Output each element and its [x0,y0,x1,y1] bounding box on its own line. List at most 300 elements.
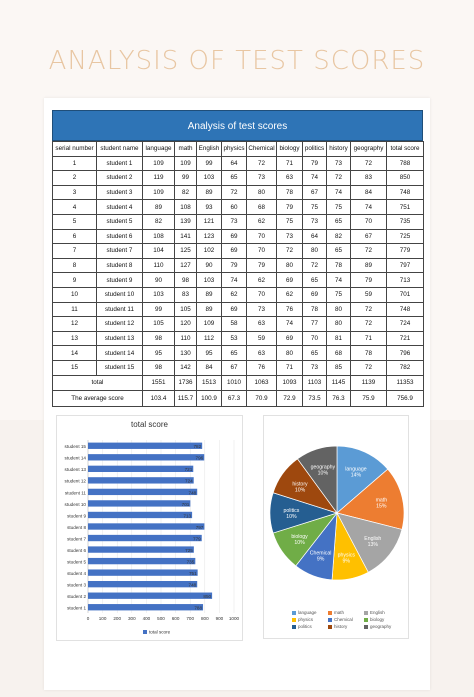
table-row [53,331,424,346]
table-cell: 65 [222,346,247,361]
table-cell: student 1 [97,156,143,171]
table-cell: 60 [222,200,247,215]
table-cell: 90 [143,273,175,288]
table-cell: 59 [247,331,277,346]
table-cell: 74 [327,273,351,288]
legend-label: total score [149,629,171,635]
table-cell: 103.4 [143,391,175,407]
table-cell: 724 [387,317,424,332]
table-cell: 109 [143,185,175,200]
table-cell: 9 [53,273,97,288]
table-cell: 14 [53,346,97,361]
data-label: 748 [188,490,197,496]
table-cell: 83 [351,171,387,186]
column-header: total score [387,142,424,157]
table-cell: 748 [387,302,424,317]
data-label: 796 [195,455,204,461]
table-cell: 3 [53,185,97,200]
bar [88,489,197,495]
table-cell: 62 [247,273,277,288]
table-cell: 70 [247,244,277,259]
column-header: history [327,142,351,157]
table-cell: 109 [197,317,222,332]
table-cell: student 2 [97,171,143,186]
data-label: 850 [203,594,212,600]
table-cell: 73 [247,302,277,317]
slice-name-label: biology [291,533,308,540]
table-cell: 127 [175,258,197,273]
table-cell: 58 [222,317,247,332]
page-title: ANALYSIS OF TEST SCORES [48,46,426,76]
table-cell: 13 [53,331,97,346]
table-cell: 74 [351,200,387,215]
table-cell: 2 [53,171,97,186]
bar [88,454,204,460]
table-cell: student 12 [97,317,143,332]
table-cell: 89 [197,185,222,200]
table-cell: 8 [53,258,97,273]
table-cell: 81 [327,331,351,346]
legend-label: politics [298,624,312,629]
table-cell: 121 [197,214,222,229]
table-cell: 77 [303,317,327,332]
column-header: English [197,142,222,157]
table-cell: 89 [197,302,222,317]
table-cell: 67 [303,185,327,200]
bar [88,500,190,506]
bar [88,523,204,529]
table-cell: student 9 [97,273,143,288]
table-cell: 71 [277,360,303,375]
bar [88,581,197,587]
table-cell: 782 [387,360,424,375]
table-cell: 98 [175,273,197,288]
category-label: student 3 [67,582,86,588]
table-cell: 748 [387,185,424,200]
table-cell: 89 [351,258,387,273]
table-row [53,360,424,375]
data-label: 735 [186,559,195,565]
table-cell: 65 [327,244,351,259]
table-cell: 735 [387,214,424,229]
table-row [53,185,424,200]
table-cell: 70 [303,331,327,346]
table-cell: 75 [277,214,303,229]
table-cell: 65 [327,214,351,229]
bar [88,477,194,483]
legend-swatch [364,618,368,622]
table-cell: student 11 [97,302,143,317]
table-cell: 78 [327,258,351,273]
table-cell: 72 [351,244,387,259]
table-cell: 73 [222,214,247,229]
table-cell: 141 [175,229,197,244]
bar [88,593,212,599]
bar-chart-panel [56,415,243,641]
table-cell: 73 [303,360,327,375]
table-cell: 72 [222,185,247,200]
table-cell: 11353 [387,375,424,391]
table-cell: 72 [351,302,387,317]
category-label: student 9 [67,513,86,519]
table-cell: 80 [303,244,327,259]
table-cell: 83 [175,287,197,302]
x-tick-label: 1000 [228,616,240,621]
legend-swatch [292,618,296,622]
table-cell: 69 [303,287,327,302]
legend-item [292,610,328,615]
slice-name-label: English [364,536,382,543]
table-cell: 74 [327,185,351,200]
table-cell: 99 [175,171,197,186]
table-cell: 65 [303,346,327,361]
category-label: student 2 [67,594,86,600]
data-label: 751 [188,571,197,577]
category-label: student 15 [64,444,86,450]
table-cell: 75.9 [351,391,387,407]
table-cell: 78 [303,302,327,317]
data-label: 725 [185,547,193,553]
table-cell: 10 [53,287,97,302]
category-label: student 8 [67,524,86,530]
table-cell: student 4 [97,200,143,215]
table-cell: 72 [303,258,327,273]
data-label: 721 [184,467,193,473]
table-cell: 68 [327,346,351,361]
slice-percent-label: 10% [317,470,329,477]
table-cell: 115.7 [175,391,197,407]
table-cell: 79 [277,200,303,215]
data-label: 713 [183,513,192,519]
table-cell: 142 [175,360,197,375]
table-cell: 72 [351,360,387,375]
bar-chart [57,416,244,642]
legend-swatch [328,611,332,615]
table-cell: 850 [387,171,424,186]
table-cell: 72 [277,244,303,259]
table-row [53,258,424,273]
score-table [52,141,424,407]
table-cell: 73 [327,156,351,171]
total-row-label: total [53,375,143,391]
table-cell: 15 [53,360,97,375]
category-label: student 10 [64,501,86,507]
column-header: serial number [53,142,97,157]
table-cell: 85 [327,360,351,375]
table-cell: 63 [247,346,277,361]
table-cell: 72 [351,156,387,171]
table-cell: 70 [351,214,387,229]
table-cell: 120 [175,317,197,332]
legend-label: history [334,624,348,629]
column-header: language [143,142,175,157]
table-cell: 139 [175,214,197,229]
table-cell: 69 [277,273,303,288]
table-cell: 12 [53,317,97,332]
table-cell: 1010 [222,375,247,391]
table-row [53,244,424,259]
bar [88,535,202,541]
table-cell: 109 [175,156,197,171]
legend-item [364,617,400,622]
slice-name-label: math [375,497,388,504]
slice-name-label: geography [310,464,336,471]
column-header: math [175,142,197,157]
table-cell: 105 [143,317,175,332]
table-cell: 82 [143,214,175,229]
column-header: biology [277,142,303,157]
table-cell: 779 [387,244,424,259]
slice-percent-label: 14% [350,472,362,479]
data-label: 779 [193,536,201,542]
table-row [53,214,424,229]
table-cell: 1736 [175,375,197,391]
score-table-wrap [52,110,423,407]
table-cell: 90 [197,258,222,273]
table-cell: 725 [387,229,424,244]
data-label: 724 [185,478,193,484]
table-cell: 119 [143,171,175,186]
legend-item [328,617,364,622]
table-cell: 1063 [247,375,277,391]
average-row [53,391,424,407]
table-cell: 1513 [197,375,222,391]
table-cell: 713 [387,273,424,288]
bar [88,546,194,552]
slice-percent-label: 13% [367,542,378,549]
table-cell: 79 [351,273,387,288]
x-tick-label: 200 [113,616,122,621]
table-cell: 79 [303,156,327,171]
table-cell: 76 [277,302,303,317]
table-cell: 80 [277,258,303,273]
legend-swatch [328,618,332,622]
table-cell: student 3 [97,185,143,200]
data-label: 797 [195,524,204,530]
table-cell: 80 [327,317,351,332]
table-cell: 65 [303,273,327,288]
legend-label: geography [370,624,392,629]
table-cell: 70 [247,229,277,244]
table-cell: 5 [53,214,97,229]
table-cell: 1551 [143,375,175,391]
table-cell: 63 [247,317,277,332]
table-cell: 112 [197,331,222,346]
category-label: student 5 [67,559,86,565]
table-cell: 74 [222,273,247,288]
column-header: student name [97,142,143,157]
table-cell: 78 [351,346,387,361]
table-cell: 105 [175,302,197,317]
table-cell: 84 [197,360,222,375]
table-cell: 72.9 [277,391,303,407]
table-cell: 95 [197,346,222,361]
table-row [53,156,424,171]
table-cell: 108 [175,200,197,215]
table-cell: 80 [277,346,303,361]
column-header: politics [303,142,327,157]
table-cell: 73.5 [303,391,327,407]
bar [88,443,202,449]
table-cell: 110 [143,258,175,273]
slice-name-label: politics [283,507,300,514]
table-cell: student 15 [97,360,143,375]
legend-item [292,617,328,622]
table-cell: 70.9 [247,391,277,407]
table-cell: 73 [247,171,277,186]
x-tick-label: 900 [215,616,224,621]
table-cell: 104 [143,244,175,259]
table-cell: student 5 [97,214,143,229]
pie-chart-panel [263,415,409,639]
legend-swatch [143,630,147,634]
bar-chart-title: total score [131,420,168,429]
table-cell: 73 [277,229,303,244]
bar [88,512,192,518]
table-cell: 98 [143,360,175,375]
table-cell: 103 [143,287,175,302]
table-cell: 69 [277,331,303,346]
bar [88,569,198,575]
data-label: 701 [181,501,190,507]
legend-label: English [370,610,385,615]
table-cell: 53 [222,331,247,346]
table-cell: 11 [53,302,97,317]
table-cell: 71 [351,331,387,346]
table-cell: 64 [222,156,247,171]
slice-name-label: history [292,481,308,488]
table-row [53,229,424,244]
table-cell: 72 [351,317,387,332]
table-cell: 108 [143,229,175,244]
category-label: student 11 [64,490,86,496]
table-row [53,346,424,361]
category-label: student 14 [64,455,86,461]
table-cell: 62 [277,287,303,302]
column-header: physics [222,142,247,157]
table-cell: 73 [303,214,327,229]
table-cell: 62 [247,214,277,229]
table-cell: 123 [197,229,222,244]
table-cell: 95 [143,346,175,361]
slice-name-label: physics [337,552,355,559]
table-cell: 99 [197,156,222,171]
slice-percent-label: 10% [294,539,305,546]
legend-swatch [328,625,332,629]
table-cell: 69 [222,229,247,244]
table-cell: 70 [247,287,277,302]
table-cell: 796 [387,346,424,361]
table-cell: 1093 [277,375,303,391]
data-label: 788 [194,605,203,611]
table-cell: 89 [143,200,175,215]
table-cell: 69 [222,302,247,317]
table-cell: 63 [277,171,303,186]
table-cell: 89 [197,287,222,302]
table-cell: 6 [53,229,97,244]
average-row-label: The average score [53,391,143,407]
header-row [53,142,424,157]
table-cell: 80 [327,302,351,317]
table-cell: 76.3 [327,391,351,407]
pie-legend [292,610,402,631]
legend-label: math [334,610,345,615]
table-cell: 80 [247,185,277,200]
table-cell: 751 [387,200,424,215]
slice-name-label: language [345,466,367,473]
x-tick-label: 0 [86,616,90,621]
table-cell: 110 [175,331,197,346]
table-cell: 67 [222,360,247,375]
table-cell: 103 [197,273,222,288]
table-cell: 99 [143,302,175,317]
category-label: student 4 [67,571,86,577]
category-label: student 7 [67,536,86,542]
column-header: geography [351,142,387,157]
table-cell: 721 [387,331,424,346]
x-tick-label: 300 [127,616,136,621]
table-row [53,200,424,215]
table-cell: 7 [53,244,97,259]
column-header: Chemical [247,142,277,157]
table-cell: student 6 [97,229,143,244]
table-cell: 76 [247,360,277,375]
category-label: student 12 [64,478,86,484]
table-cell: 62 [222,287,247,302]
table-cell: 72 [247,156,277,171]
table-cell: 109 [143,156,175,171]
legend-label: biology [370,617,385,622]
slice-percent-label: 10% [286,513,297,520]
table-cell: 67 [351,229,387,244]
table-cell: student 8 [97,258,143,273]
table-row [53,273,424,288]
table-title: Analysis of test scores [52,110,423,141]
table-cell: 71 [277,156,303,171]
table-cell: 74 [303,171,327,186]
x-tick-label: 700 [186,616,195,621]
table-cell: 93 [197,200,222,215]
table-cell: 75 [327,200,351,215]
table-cell: 130 [175,346,197,361]
table-cell: 67.3 [222,391,247,407]
table-row [53,171,424,186]
table-cell: student 10 [97,287,143,302]
bar [88,604,203,610]
x-tick-label: 400 [142,616,151,621]
table-cell: 75 [327,287,351,302]
slice-percent-label: 9% [316,556,325,563]
table-row [53,302,424,317]
data-label: 748 [188,582,197,588]
table-cell: student 7 [97,244,143,259]
table-cell: 75 [303,200,327,215]
legend-item [292,624,328,629]
table-cell: 74 [277,317,303,332]
table-cell: 98 [143,331,175,346]
table-cell: 64 [303,229,327,244]
total-row [53,375,424,391]
table-cell: 125 [175,244,197,259]
x-tick-label: 100 [98,616,107,621]
table-cell: 4 [53,200,97,215]
table-cell: 84 [351,185,387,200]
legend-swatch [292,611,296,615]
legend-swatch [364,625,368,629]
legend-swatch [292,625,296,629]
legend-item [364,624,400,629]
table-cell: student 14 [97,346,143,361]
